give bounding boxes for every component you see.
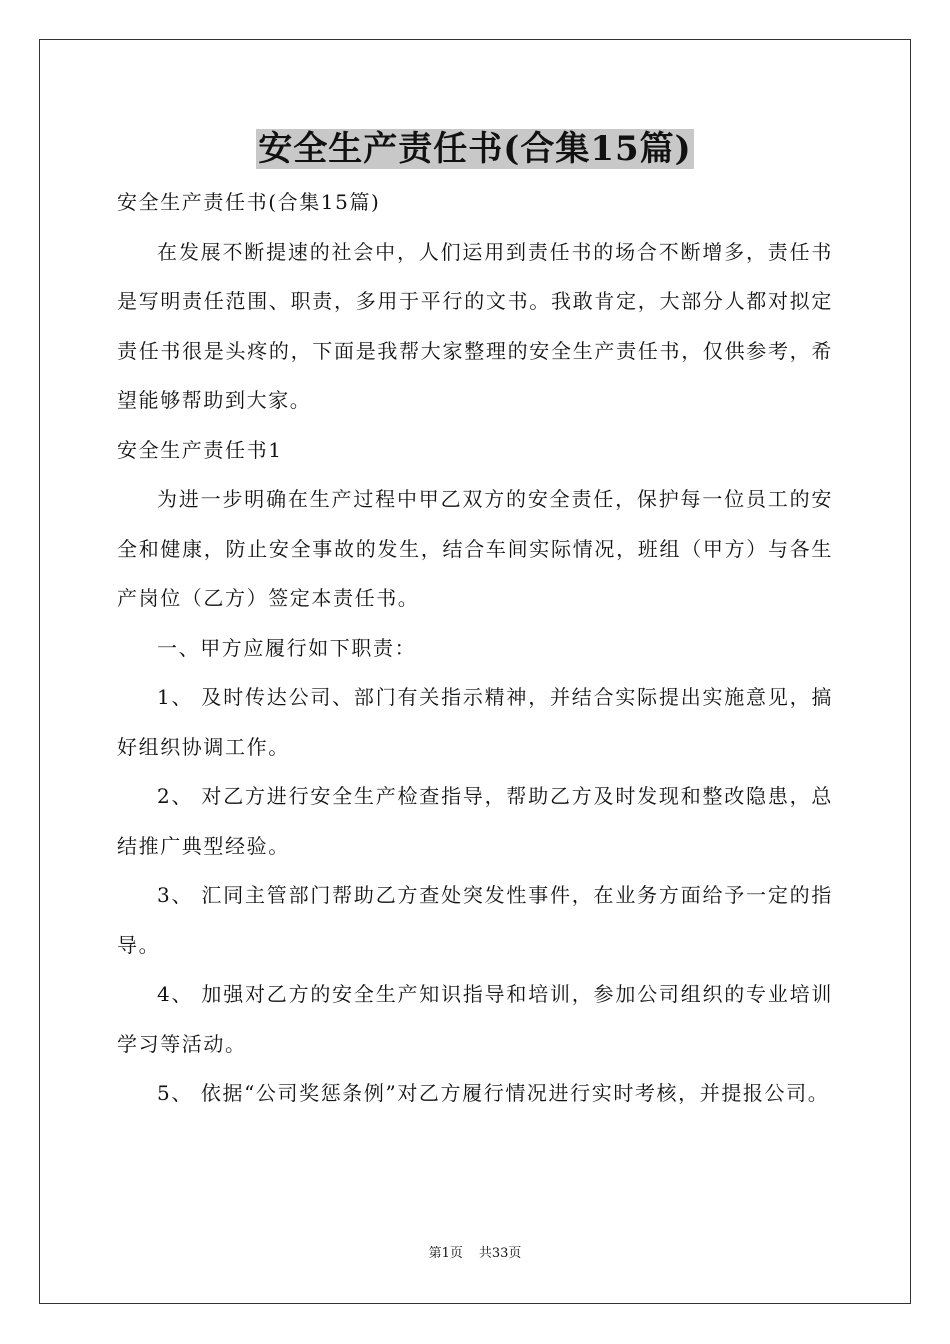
total-pages: 共33页 bbox=[478, 1246, 522, 1261]
page-footer bbox=[0, 1244, 950, 1264]
subtitle-line: 安全生产责任书(合集15篇) bbox=[117, 190, 381, 214]
duty-item-1: 1、 及时传达公司、部门有关指示精神，并结合实际提出实施意见，搞好组织协调工作。 bbox=[117, 685, 833, 759]
duty-item-2: 2、 对乙方进行安全生产检查指导，帮助乙方及时发现和整改隐患，总结推广典型经验。 bbox=[117, 784, 833, 858]
duty-item-3: 3、 汇同主管部门帮助乙方查处突发性事件，在业务方面给予一定的指导。 bbox=[117, 883, 833, 957]
duty-item-5: 5、 依据“公司奖惩条例”对乙方履行情况进行实时考核，并提报公司。 bbox=[157, 1081, 830, 1105]
purpose-paragraph: 为进一步明确在生产过程中甲乙双方的安全责任，保护每一位员工的安全和健康，防止安全事故的发生，结合车间实际情况，班组（甲方）与各生产岗位（乙方）签定本责任书。 bbox=[117, 487, 833, 610]
section-heading: 安全生产责任书1 bbox=[117, 437, 283, 462]
document-body bbox=[117, 178, 833, 1119]
intro-paragraph: 在发展不断提速的社会中，人们运用到责任书的场合不断增多，责任书是写明责任范围、职责，多用于平行的文书。我敢肯定，大部分人都对拟定责任书很是头疼的，下面是我帮大家整理的安全生产责任书，仅供参考，希望能够帮助到大家。 bbox=[117, 239, 833, 412]
duties-heading: 一、甲方应履行如下职责： bbox=[157, 635, 417, 660]
document-title-text: 安全生产责任书(合集15篇) bbox=[258, 129, 692, 169]
document-title bbox=[0, 124, 950, 174]
duty-item-4: 4、 加强对乙方的安全生产知识指导和培训，参加公司组织的专业培训学习等活动。 bbox=[117, 982, 833, 1056]
current-page-number: 第1页 bbox=[428, 1246, 463, 1261]
